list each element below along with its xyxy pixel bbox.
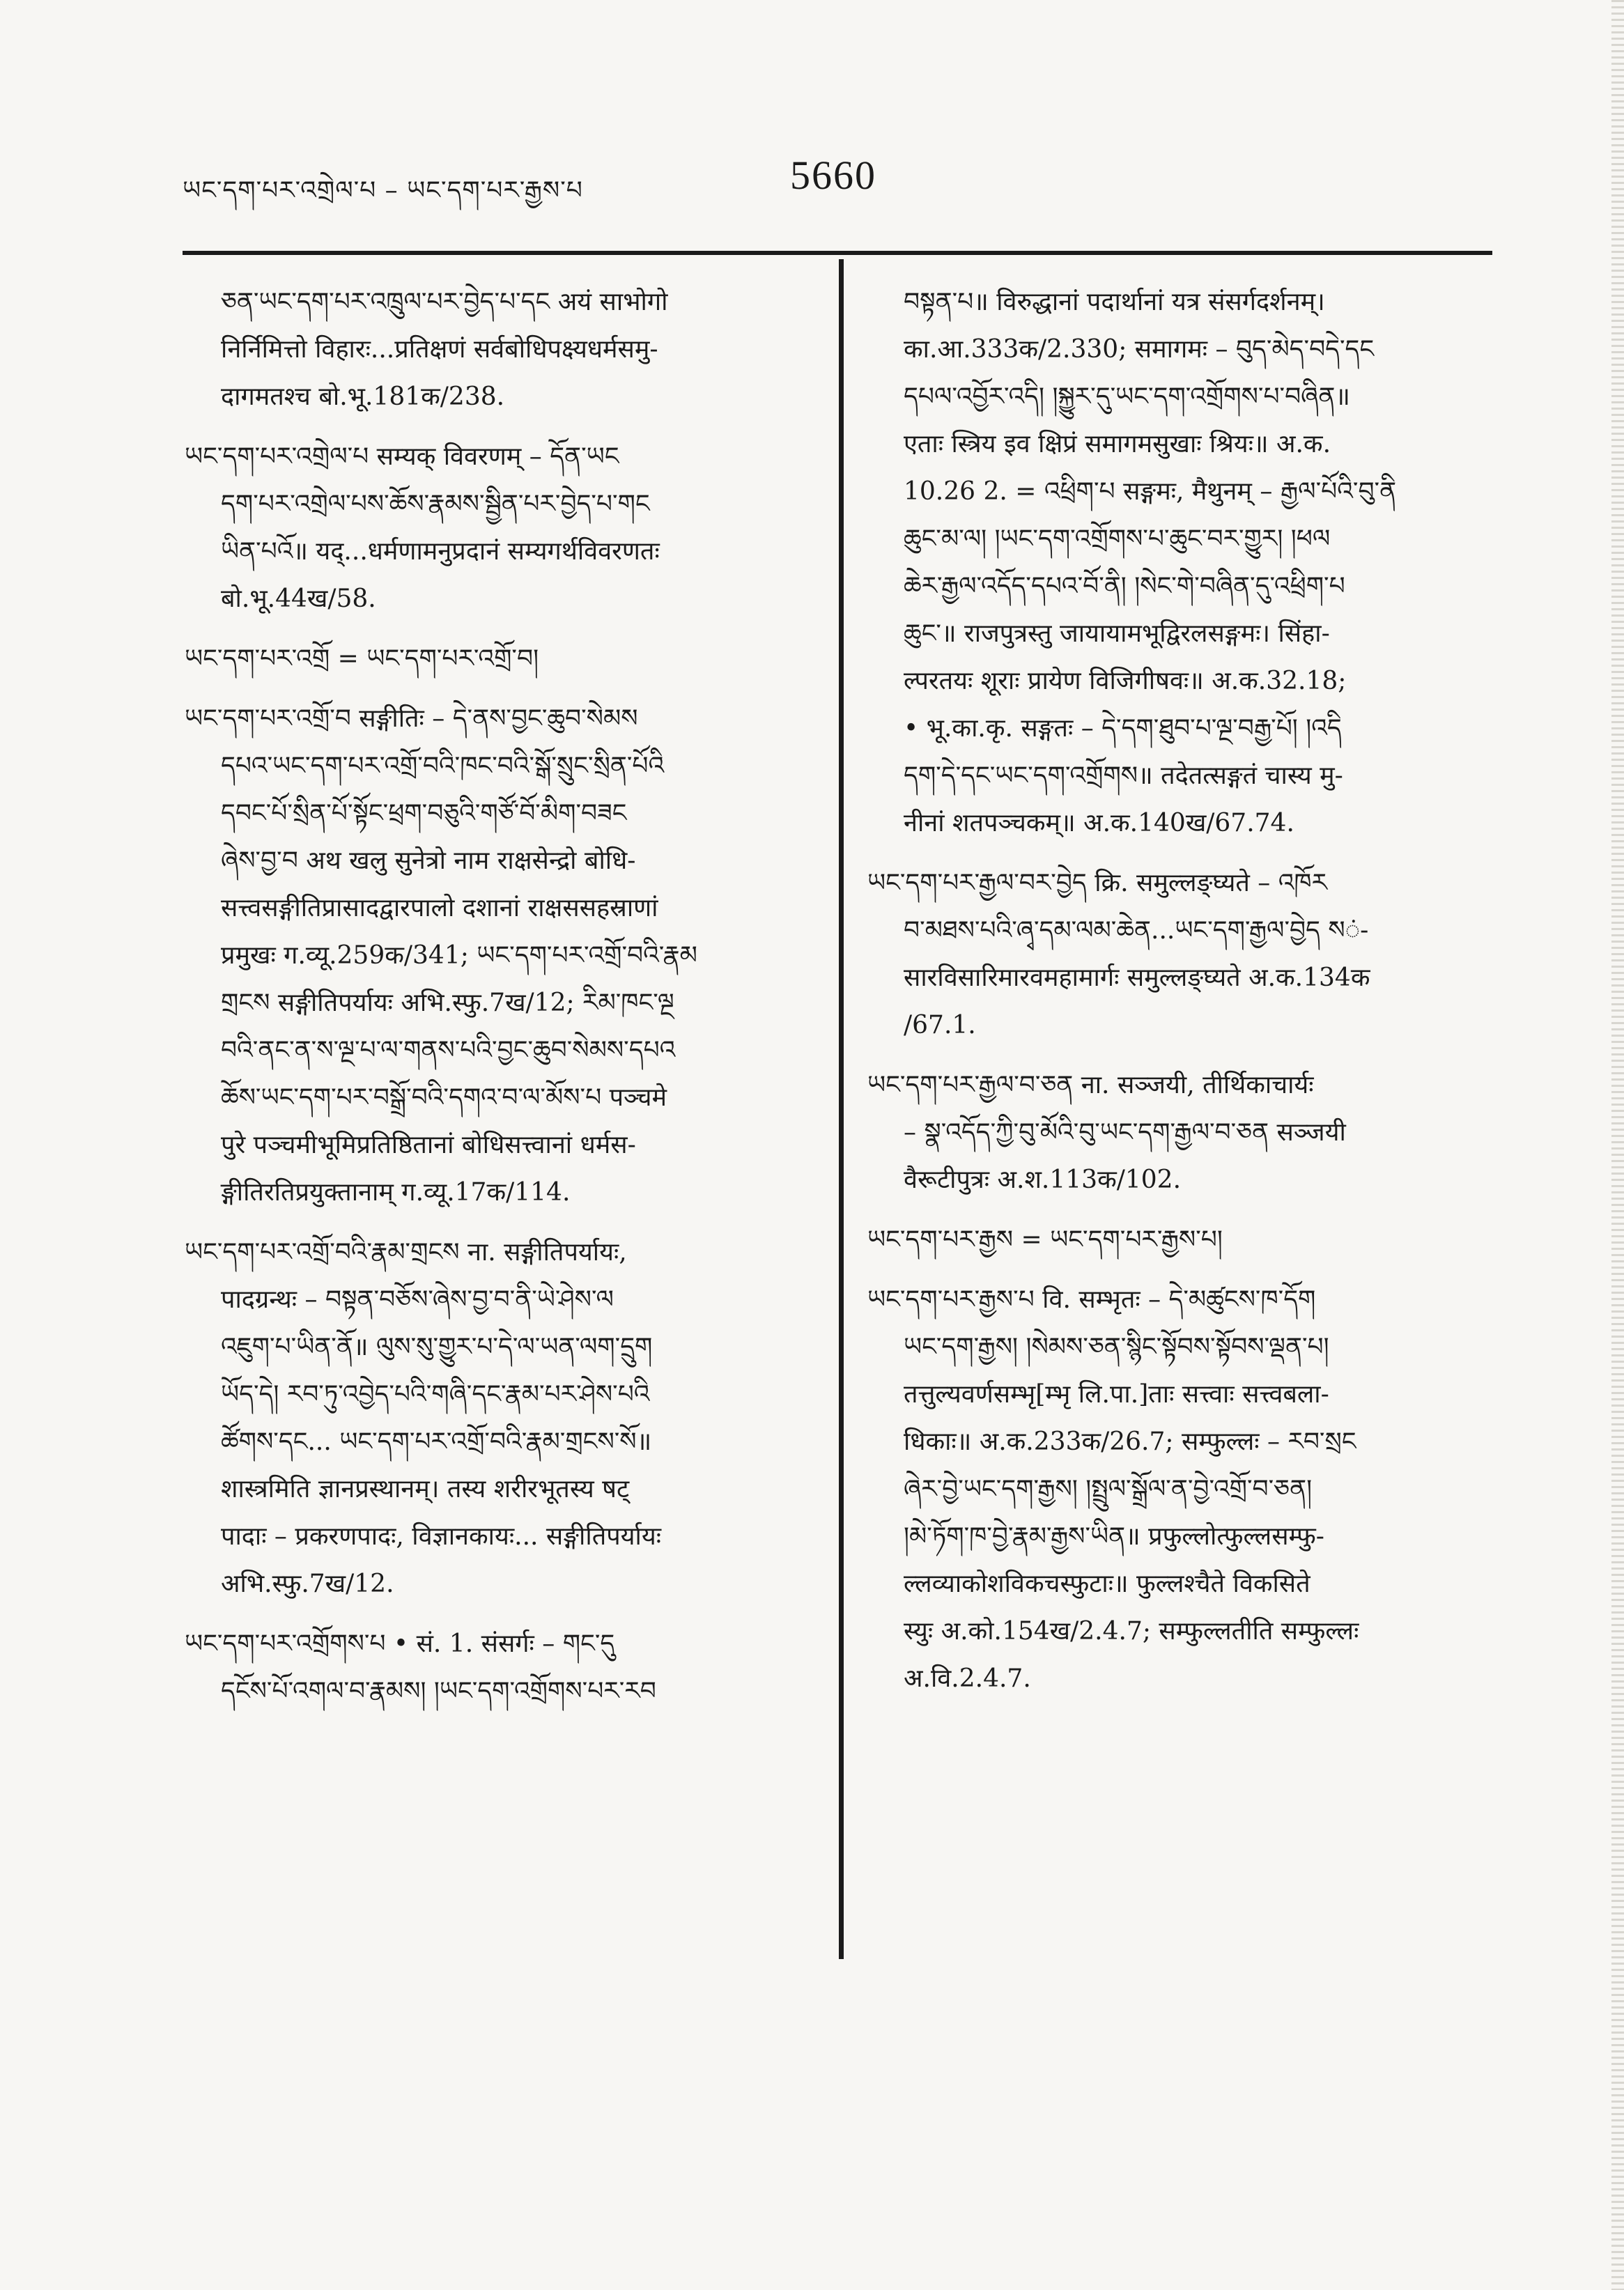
entry-line: བསྟན་པ॥ विरुद्धानां पदार्थानां यत्र संसर्गदर्शनम्। [904,288,1325,316]
entry-line: བ་མཐས་པའི་ཞྭ་དམ་ལམ་ཆེན...ཡང་དག་རྒྱལ་བྱེད སं- [904,916,1369,945]
entry-line: सारविसारिमारवमहामार्गः समुल्लङ्घ्यते अ.क.134क [904,964,1370,992]
entry-line: དཔལ་འབྱོར་འདི། །སྐྱུར་དུ་ཡང་དག་འགྲོགས་པ་བཞིན॥ [904,382,1350,411]
entry-line: ཆེར་རྒྱལ་འདོད་དཔའ་བོ་ནི། །སེང་གེ་བཞིན་དུ་འཕྲིག་པ [904,572,1345,601]
entry-line: – སྣ་འདོད་ཀྱི་བུ་མོའི་བུ་ཡང་དག་རྒྱལ་བ་ཅན सञ्जयी [904,1118,1346,1147]
entry-line: ཡང་དག་པར་རྒྱལ་བར་བྱེད क्रि. समुल्लङ्घ्यते – འཁོར [867,869,1328,897]
entry-line: पादाः – प्रकरणपादः, विज्ञानकायः... सङ्गीतिपर्यायः [221,1522,662,1551]
entry-line: ल्लव्याकोशविकचस्फुटाः॥ फुल्लश्चैते विकसिते [904,1570,1310,1598]
entry-line: नीनां शतपञ्चकम्॥ अ.क.140ख/67.74. [904,809,1294,837]
entry-line: ཡང་དག་པར་འགྲོ་བའི་རྣམ་གྲངས ना. सङ्गीतिपर्यायः, [185,1238,627,1267]
entry-line: དབང་པོ་སྲིན་པོ་སྟོང་ཕྲག་བཅུའི་གཙོ་བོ་མིག་བཟང [221,799,627,828]
entry-line: དཔའ་ཡང་དག་པར་འགྲོ་བའི་ཁང་བའི་སྒོ་སྲུང་སྲིན་པོའི [221,752,665,780]
entry-line: वैरूटीपुत्रः अ.श.113क/102. [904,1166,1182,1194]
page-header [0,146,1624,209]
dictionary-entry [185,635,812,683]
header-rule [183,251,1492,255]
entry-continuation [185,279,812,421]
entry-line: ཡང་དག་པར་འགྲོགས་པ • सं. 1. संसर्गः – གང་དུ [185,1630,615,1658]
column-divider [839,259,844,1959]
dictionary-entry [185,1620,812,1715]
entry-line: འཇུག་པ་ཡིན་ནོ॥ ལུས་སུ་གྱུར་པ་དེ་ལ་ཡན་ལག་དྲུག [221,1333,653,1361]
entry-line: तत्तुल्यवर्णसम्भृ[म्भृ लि.पा.]ताः सत्त्वाः सत्त्वबला- [904,1380,1329,1409]
running-head: ཡང་དག་པར་འགྲེལ་པ – ཡང་དག་པར་རྒྱས་པ [183,176,583,205]
entry-line: ཡང་དག་པར་འགྲོ་བ सङ्गीतिः – དེ་ནས་བྱང་ཆུབ་སེམས [185,704,638,733]
scan-edge [1611,0,1624,2290]
entry-line: ཡོད་དེ། རབ་ཏུ་འབྱེད་པའི་གཞི་དང་རྣམ་པར་ཤེས་པའི [221,1380,650,1409]
entry-line: གྲངས सङ्गीतिपर्यायः अभि.स्फु.7ख/12; རིམ་ཁང་ལྔ [221,989,674,1017]
dictionary-entry [185,695,812,1216]
entry-line: 10.26 2. = འཕྲིག་པ सङ्गमः, मैथुनम् – རྒྱལ་པོའི་བུ་ནི [904,477,1397,506]
entry-line: ཡིན་པའོ॥ यद्...धर्मणामनुप्रदानं सम्यगर्थविवरणतः [221,537,660,566]
entry-line: एताः स्त्रिय इव क्षिप्रं समागमसुखाः श्रियः॥ अ.क. [904,430,1331,458]
entry-line: बो.भू.44ख/58. [221,585,376,613]
entry-line: अ.वि.2.4.7. [904,1664,1031,1693]
page-number: 5660 [790,153,876,198]
entry-line: ཡང་དག་པར་རྒྱས = ཡང་དག་པར་རྒྱས་པ། [867,1225,1223,1254]
entry-line: ཡང་དག་པར་འགྲེལ་པ सम्यक् विवरणम् – དོན་ཡང [185,442,619,471]
entry-line: ཡང་དག་པར་རྒྱས་པ वि. सम्भृतः – དེ་མཚུངས་ཁ་དོག [867,1285,1316,1314]
entry-line: धिकाः॥ अ.क.233क/26.7; सम्फुल्लः – རབ་སྲང [904,1428,1356,1456]
entry-line: सत्त्वसङ्गीतिप्रासादद्वारपालो दशानां राक्षससहस्राणां [221,894,658,922]
entry-line: दागमतश्च बो.भू.181क/238. [221,382,505,411]
entry-line: निर्निमित्तो विहारः...प्रतिक्षणं सर्वबोधिपक्ष्यधर्मसमु- [221,335,658,364]
entry-line: །མེ་ཏོག་ཁ་བྱེ་རྣམ་རྒྱས་ཡིན॥ प्रफुल्लोत्फुल्लसम्फु- [904,1522,1324,1551]
entry-line: ཆུང་॥ राजपुत्रस्तु जायायामभूद्विरलसङ्गमः। सिंहा- [904,619,1330,648]
entry-line: पुरे पञ्चमीभूमिप्रतिष्ठितानां बोधिसत्त्वानां धर्मस- [221,1131,636,1159]
entry-line: ཞེས་བྱ་བ अथ खलु सुनेत्रो नाम राक्षसेन्द्रो बोधि- [221,846,636,875]
right-column [867,279,1494,1979]
dictionary-entry [867,1276,1494,1703]
entry-line: དངོས་པོ་འགལ་བ་རྣམས། །ཡང་དག་འགྲོགས་པར་རབ [221,1677,656,1705]
entry-line: प्रमुखः ग.व्यू.259क/341; ཡང་དག་པར་འགྲོ་བའི་རྣམ [221,941,697,970]
dictionary-entry [867,1216,1494,1264]
dictionary-entry [185,1229,812,1608]
dictionary-entry [185,433,812,623]
entry-line: ཅན་ཡང་དག་པར་འཁྲུལ་པར་བྱེད་པ་དང अयं साभोगो [221,288,668,316]
entry-line: ཆོས་ཡང་དག་པར་བསྒྲོ་བའི་དགའ་བ་ལ་མོས་པ पञ्चमे [221,1083,667,1112]
entry-line: ཡང་དག་པར་རྒྱལ་བ་ཅན ना. सञ्जयी, तीर्थिकाचार्यः [867,1071,1314,1099]
entry-line: ཡང་དག་པར་འགྲོ = ཡང་དག་པར་འགྲོ་བ། [185,644,539,673]
entry-line: ल्परतयः शूराः प्रायेण विजिगीषवः॥ अ.क.32.18; [904,667,1347,695]
entry-line: ཞེར་བྱེ་ཡང་དག་རྒྱས། །སྤྲུལ་སྒྲོལ་ན་བྱེ་འགྲོ་བ་ཅན། [904,1475,1313,1503]
entry-continuation [867,279,1494,847]
left-column [185,279,812,1979]
entry-line: • भू.का.कृ. सङ्गतः – དེ་དག་ཐུབ་པ་ལྔ་བརྒྱ་པོ། །འདི [904,714,1342,743]
entry-line: का.आ.333क/2.330; समागमः – བུད་མེད་བདེ་དང [904,335,1375,364]
entry-line: ཡང་དག་རྒྱས། །སེམས་ཅན་སྙིང་སྟོབས་སྟོབས་ལྡན་པ། [904,1333,1329,1361]
entry-line: ङ्गीतिरतिप्रयुक्तानाम् ग.व्यू.17क/114. [221,1178,571,1207]
dictionary-entry [867,1062,1494,1204]
entry-line: /67.1. [904,1011,976,1039]
entry-line: བའི་ནང་ན་ས་ལྔ་པ་ལ་གནས་པའི་བྱང་ཆུབ་སེམས་དཔའ [221,1036,676,1065]
entry-line: स्युः अ.को.154ख/2.4.7; सम्फुल्लतीति सम्फुल्लः [904,1617,1359,1646]
entry-line: དག་པར་འགྲེལ་པས་ཆོས་རྣམས་སྦྱིན་པར་བྱེད་པ་གང [221,490,650,518]
entry-line: དག་དེ་དང་ཡང་དག་འགྲོགས॥ तदेतत्सङ्गतं चास्य मु- [904,761,1343,790]
entry-line: ཚོགས་དང... ཡང་དག་པར་འགྲོ་བའི་རྣམ་གྲངས་སོ॥ [221,1428,652,1456]
dictionary-entry [867,860,1494,1049]
entry-line: पादग्रन्थः – བསྟན་བཅོས་ཞེས་བྱ་བ་ནི་ཡེ་ཤེས་ལ [221,1285,614,1314]
entry-line: ཆུང་མ་ལ། །ཡང་དག་འགྲོགས་པ་ཆུང་བར་གྱུར། །ཕལ [904,525,1331,553]
entry-line: अभि.स्फु.7ख/12. [221,1570,394,1598]
entry-line: शास्त्रमिति ज्ञानप्रस्थानम्। तस्य शरीरभूतस्य षट् [221,1475,630,1503]
